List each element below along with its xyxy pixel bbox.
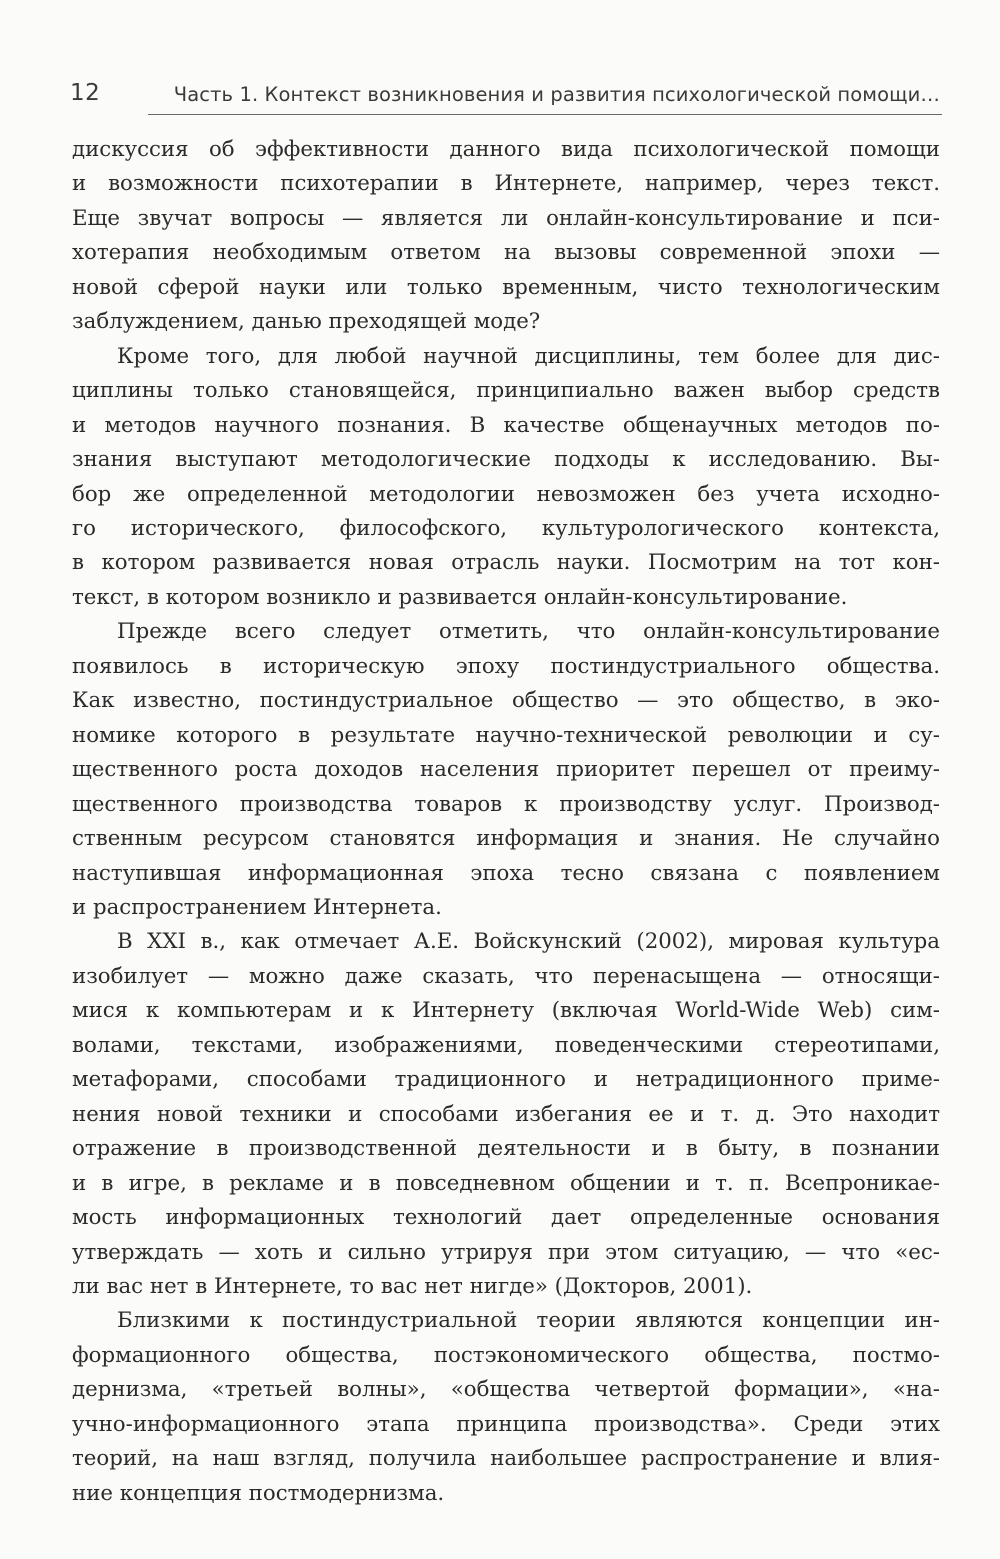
- text-line: формационного общества, постэкономического общества, постмо-: [72, 1342, 940, 1368]
- running-title: Часть 1. Контекст возникновения и развития психологической помощи…: [173, 83, 940, 106]
- text-line: Близкими к постиндустриальной теории являются концепции ин-: [117, 1308, 940, 1334]
- text-line: мость информационных технологий дает определенные основания: [72, 1205, 940, 1231]
- text-line: знания выступают методологические подходы к исследованию. Вы-: [72, 447, 940, 473]
- text-line: щественного роста доходов населения приоритет перешел от преиму-: [72, 757, 940, 783]
- text-line: метафорами, способами традиционного и нетрадиционного приме-: [72, 1067, 940, 1093]
- text-line: появилось в историческую эпоху постиндустриального общества.: [72, 653, 940, 679]
- text-line: хотерапия необходимым ответом на вызовы современной эпохи —: [72, 240, 940, 266]
- paragraph: [72, 340, 940, 616]
- text-line: щественного производства товаров к производству услуг. Производ-: [72, 791, 940, 817]
- text-line: и распространением Интернета.: [72, 894, 442, 920]
- text-line: теорий, на наш взгляд, получила наибольшее распространение и влия-: [72, 1446, 940, 1472]
- body-text: [72, 133, 940, 1511]
- text-line: ственным ресурсом становятся информация и знания. Не случайно: [72, 826, 940, 852]
- text-line: номике которого в результате научно-технической революции и су-: [72, 722, 940, 748]
- text-line: и в игре, в рекламе и в повседневном общении и т. п. Всепроникае-: [72, 1170, 940, 1196]
- text-line: и методов научного познания. В качестве общенаучных методов по-: [72, 412, 940, 438]
- paragraph: [72, 925, 940, 1304]
- text-line: Кроме того, для любой научной дисциплины, тем более для дис-: [117, 343, 940, 369]
- page-number: 12: [70, 80, 101, 106]
- text-line: циплины только становящейся, принципиально важен выбор средств: [72, 378, 940, 404]
- text-line: заблуждением, данью преходящей моде?: [72, 309, 541, 335]
- text-line: текст, в котором возникло и развивается онлайн-консультирование.: [72, 584, 848, 610]
- text-line: волами, текстами, изображениями, поведенческими стереотипами,: [72, 1032, 940, 1058]
- text-line: Прежде всего следует отметить, что онлайн-консультирование: [117, 619, 940, 645]
- paragraph: [72, 615, 940, 925]
- text-line: наступившая информационная эпоха тесно связана с появлением: [72, 860, 940, 886]
- text-line: ли вас нет в Интернете, то вас нет нигде» (Докторов, 2001).: [72, 1273, 753, 1299]
- text-line: мися к компьютерам и к Интернету (включая World-Wide Web) сим-: [72, 998, 940, 1024]
- paragraph: [72, 1304, 940, 1511]
- text-line: нения новой техники и способами избегания ее и т. д. Это находит: [72, 1101, 940, 1127]
- text-line: учно-информационного этапа принципа производства». Среди этих: [72, 1411, 940, 1437]
- text-line: дискуссия об эффективности данного вида психологической помощи: [72, 137, 940, 162]
- text-line: В XXI в., как отмечает А.Е. Войскунский (2002), мировая культура: [117, 929, 940, 955]
- paragraph: [72, 133, 940, 340]
- text-line: Как известно, постиндустриальное общество — это общество, в эко-: [72, 688, 940, 714]
- text-line: новой сферой науки или только временным, чисто технологическим: [72, 274, 940, 300]
- text-line: в котором развивается новая отрасль науки. Посмотрим на тот кон-: [72, 550, 940, 576]
- text-line: дернизма, «третьей волны», «общества четвертой формации», «на-: [72, 1377, 940, 1403]
- text-line: изобилует — можно даже сказать, что перенасыщена — относящи-: [72, 963, 940, 989]
- text-line: утверждать — хоть и сильно утрируя при этом ситуацию, — что «ес-: [72, 1239, 940, 1265]
- header-rule: [148, 114, 942, 115]
- text-line: бор же определенной методологии невозможен без учета исходно-: [72, 481, 940, 507]
- text-line: и возможности психотерапии в Интернете, например, через текст.: [72, 171, 940, 197]
- text-line: го исторического, философского, культурологического контекста,: [72, 515, 940, 541]
- running-header: [70, 80, 940, 120]
- text-line: отражение в производственной деятельности и в быту, в познании: [72, 1136, 940, 1162]
- text-line: Еще звучат вопросы — является ли онлайн-консультирование и пси-: [72, 205, 940, 231]
- text-line: ние концепция постмодернизма.: [72, 1480, 445, 1506]
